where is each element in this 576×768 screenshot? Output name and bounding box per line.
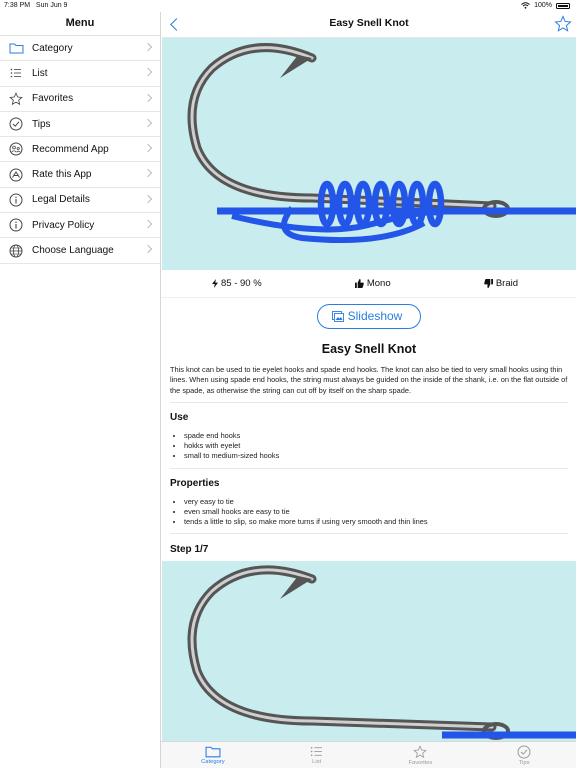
strength-stat: 85 - 90 %	[212, 278, 262, 289]
slideshow-icon	[332, 311, 344, 322]
chevron-right-icon	[144, 195, 152, 203]
chevron-right-icon	[144, 169, 152, 177]
star-icon	[8, 91, 24, 107]
step-image	[162, 561, 576, 761]
rate-icon	[8, 167, 24, 183]
divider	[170, 533, 568, 534]
chevron-right-icon	[144, 119, 152, 127]
list-item: • tends a little to slip, so make more turns if using very smooth and thin lines	[184, 517, 576, 527]
sidebar-item-label: Choose Language	[32, 245, 114, 257]
folder-icon	[8, 40, 24, 56]
sidebar-item-favorites[interactable]	[0, 87, 160, 112]
chevron-right-icon	[144, 43, 152, 51]
divider	[170, 468, 568, 469]
info-icon	[8, 192, 24, 208]
battery-icon	[556, 3, 570, 9]
lightning-icon	[212, 279, 218, 288]
sidebar-item-label: Favorites	[32, 93, 74, 105]
chevron-right-icon	[144, 93, 152, 101]
page-title: Easy Snell Knot	[329, 17, 409, 29]
chevron-right-icon	[144, 68, 152, 76]
tab-category[interactable]: Category	[161, 742, 265, 768]
braid-stat: Braid	[484, 278, 518, 289]
sidebar-item-legal-details[interactable]	[0, 188, 160, 213]
wifi-icon	[521, 2, 530, 9]
detail-pane	[162, 12, 576, 768]
knot-image	[162, 38, 576, 270]
sidebar-item-category[interactable]	[0, 36, 160, 61]
share-people-icon	[8, 141, 24, 157]
tab-bar	[161, 741, 576, 768]
sidebar-item-list[interactable]	[0, 61, 160, 86]
tab-list[interactable]: List	[265, 742, 369, 768]
list-item: • hokks with eyelet	[184, 441, 576, 451]
list-icon	[8, 65, 24, 81]
knot-description: This knot can be used to tie eyelet hooks and spade end hooks. The knot can also be tied to very small hooks using thin lines. When using spade end hooks, the string must always be guided on the inside of the shank, i.e. on the flat outside of the spade, as otherwise the string can cut off by itself on the sharp spade.	[170, 365, 568, 395]
status-right	[521, 2, 570, 9]
sidebar	[0, 12, 161, 768]
checkmark-circle-icon	[517, 745, 531, 759]
sidebar-item-label: List	[32, 67, 48, 79]
properties-list	[184, 497, 576, 528]
sidebar-item-label: Tips	[32, 118, 51, 130]
tab-favorites[interactable]: Favorites	[369, 742, 473, 768]
info-icon	[8, 217, 24, 233]
status-time: 7:38 PM Sun Jun 9	[4, 2, 68, 9]
star-icon	[413, 745, 427, 759]
sidebar-item-label: Privacy Policy	[32, 219, 95, 231]
battery-percent: 100%	[534, 2, 552, 9]
list-item: • even small hooks are easy to tie	[184, 507, 576, 517]
slideshow-button[interactable]: Slideshow	[317, 304, 422, 329]
thumbs-up-icon	[355, 279, 364, 288]
chevron-right-icon	[144, 245, 152, 253]
sidebar-item-label: Recommend App	[32, 143, 109, 155]
tab-tips[interactable]: Tips	[472, 742, 576, 768]
divider	[170, 402, 568, 403]
globe-icon	[8, 243, 24, 259]
list-item: • small to medium-sized hooks	[184, 451, 576, 461]
chevron-right-icon	[144, 220, 152, 228]
sidebar-item-label: Category	[32, 42, 73, 54]
sidebar-item-label: Rate this App	[32, 169, 92, 181]
thumbs-down-icon	[484, 279, 493, 288]
favorite-star-icon[interactable]	[554, 15, 572, 33]
list-item: • very easy to tie	[184, 497, 576, 507]
folder-icon	[205, 745, 221, 758]
sidebar-item-tips[interactable]	[0, 112, 160, 137]
use-list	[184, 431, 576, 462]
sidebar-item-choose-language[interactable]	[0, 238, 160, 263]
knot-title: Easy Snell Knot	[321, 342, 417, 356]
knot-stats	[162, 270, 576, 298]
sidebar-item-privacy-policy[interactable]	[0, 213, 160, 238]
properties-heading: Properties	[170, 477, 220, 489]
mono-stat: Mono	[355, 278, 391, 289]
sidebar-item-label: Legal Details	[32, 194, 90, 206]
status-bar	[0, 0, 576, 12]
sidebar-item-rate-app[interactable]	[0, 162, 160, 187]
list-item: • spade end hooks	[184, 431, 576, 441]
use-heading: Use	[170, 411, 189, 423]
navigation-bar	[162, 12, 576, 38]
sidebar-title: Menu	[0, 12, 160, 36]
checkmark-circle-icon	[8, 116, 24, 132]
slideshow-wrap	[162, 298, 576, 334]
list-icon	[310, 745, 323, 758]
step-heading: Step 1/7	[170, 544, 209, 556]
sidebar-item-recommend-app[interactable]	[0, 137, 160, 162]
chevron-right-icon	[144, 144, 152, 152]
